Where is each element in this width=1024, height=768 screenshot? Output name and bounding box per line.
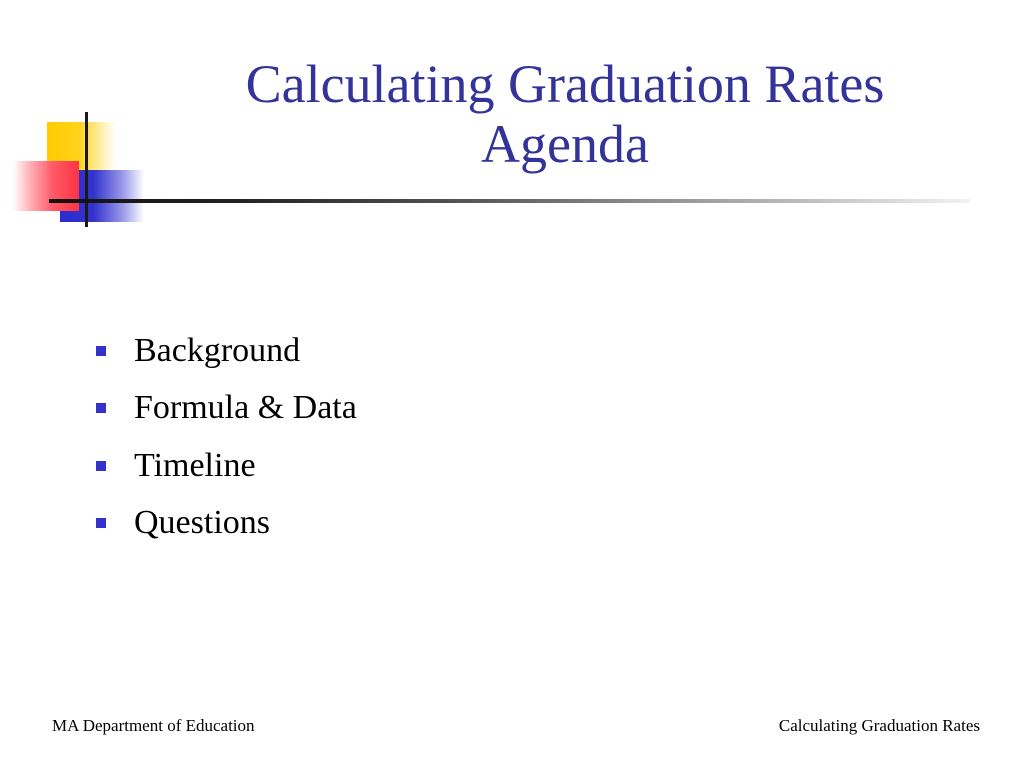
footer-presentation-title: Calculating Graduation Rates	[778, 716, 980, 735]
title-underline-rule	[49, 199, 970, 203]
agenda-item	[96, 495, 357, 553]
square-bullet-icon	[96, 461, 106, 471]
agenda-item	[96, 437, 357, 495]
agenda-item	[96, 380, 357, 438]
agenda-item-label: Formula & Data	[134, 389, 357, 427]
slide-title-line-2: Agenda	[481, 114, 649, 174]
square-bullet-icon	[96, 346, 106, 356]
agenda-item-label: Questions	[134, 504, 270, 542]
agenda-list	[96, 322, 357, 552]
agenda-item-label: Background	[134, 331, 301, 369]
square-bullet-icon	[96, 518, 106, 528]
footer-organization: MA Department of Education	[52, 716, 255, 735]
slide-title-line-1: Calculating Graduation Rates	[245, 54, 885, 114]
square-bullet-icon	[96, 403, 106, 413]
agenda-item	[96, 322, 357, 380]
vertical-rule-decoration	[85, 112, 88, 227]
agenda-item-label: Timeline	[134, 446, 256, 484]
red-square-decoration	[13, 161, 79, 211]
slide-title	[180, 54, 950, 174]
